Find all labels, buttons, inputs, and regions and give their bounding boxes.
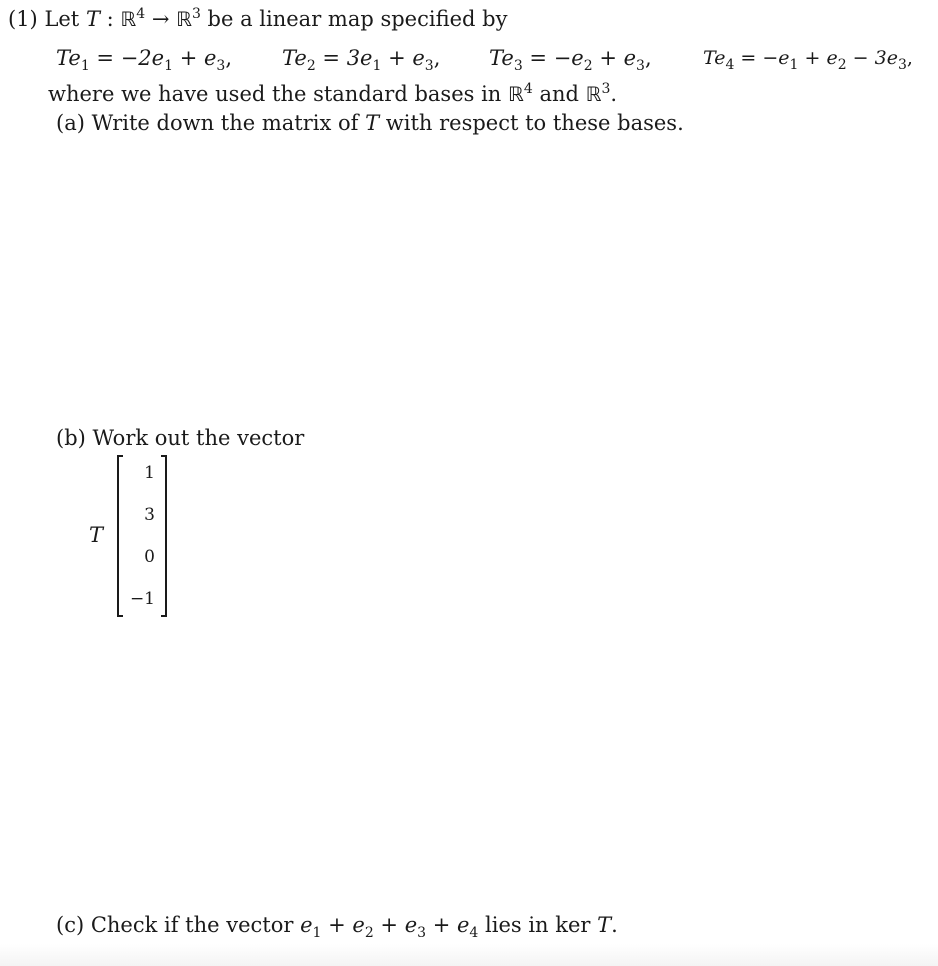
page-bottom-edge xyxy=(0,944,938,966)
map-symbol: T xyxy=(85,7,100,31)
part-c-label: (c) xyxy=(56,913,85,937)
part-c-question: (c) Check if the vector $e_1 + e_2 + e_3 + e_4$ lies in ker T. xyxy=(56,913,618,941)
vector-entry-1: 1 xyxy=(144,463,155,483)
equation-te3: $Te_3 = -e_2 + e_3$, xyxy=(489,46,652,74)
vector-entry-4: −1 xyxy=(129,589,155,609)
part-b-map-symbol: T xyxy=(89,523,104,547)
map-arrow: → xyxy=(145,7,177,31)
intro-rest: be a linear map specified by xyxy=(200,7,508,31)
kernel-operator: ker xyxy=(555,913,591,937)
problem-intro: (1) Let T : ℝ$^4$ → ℝ$^3$ be a linear map specified by xyxy=(8,6,508,31)
codomain-space: ℝ xyxy=(176,7,192,31)
bases-note: where we have used the standard bases in ℝ$^4$ and ℝ$^3$. xyxy=(48,81,618,106)
part-b-label: (b) xyxy=(56,426,86,450)
equation-te4: $Te_4 = -e_1 + e_2 - 3e_3$, xyxy=(703,47,913,73)
column-vector xyxy=(117,457,167,615)
vector-entry-2: 3 xyxy=(144,505,155,525)
vector-entry-3: 0 xyxy=(144,547,155,567)
equation-te1: $Te_1 = -2e_1 + e_3$, xyxy=(56,46,232,74)
part-a-question: (a) Write down the matrix of T with respect to these bases. xyxy=(56,111,684,135)
part-b-question: (b) Work out the vector xyxy=(56,426,305,450)
domain-space: ℝ xyxy=(120,7,137,31)
part-a-label: (a) xyxy=(56,111,85,135)
equation-te2: $Te_2 = 3e_1 + e_3$, xyxy=(282,46,441,74)
problem-number: (1) xyxy=(8,7,38,31)
intro-let: Let xyxy=(44,7,80,31)
